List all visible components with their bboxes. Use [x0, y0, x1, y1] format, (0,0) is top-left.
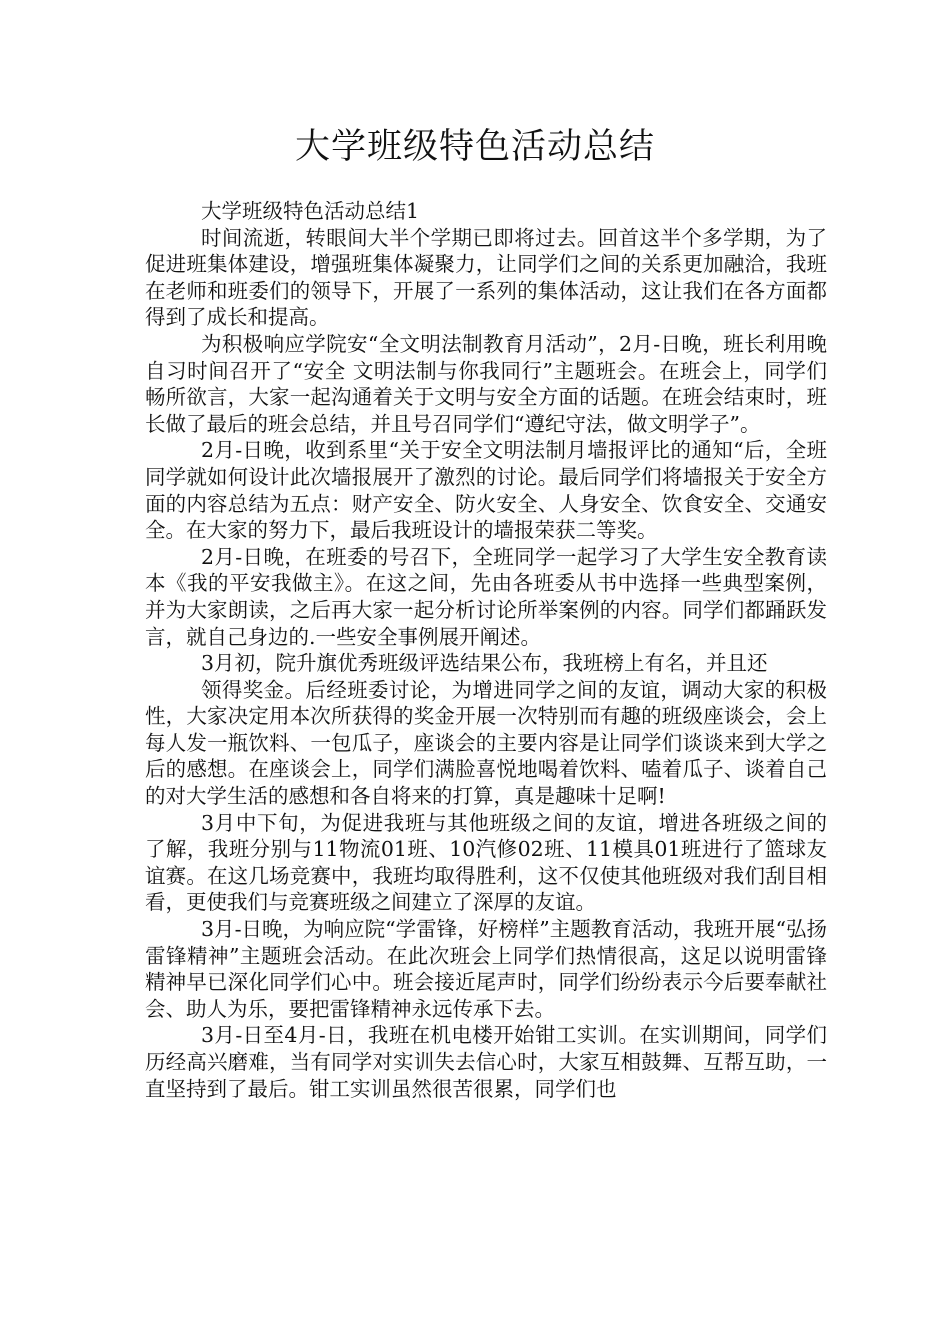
document-body: [145, 198, 827, 1102]
paragraph-basketball: 3月中下旬，为促进我班与其他班级之间的友谊，增进各班级之间的了解，我班分别与11物流01班、10汽修02班、11模具01班进行了篮球友谊赛。在这几场竞赛中，我班均取得胜利，这不仅使其他班级对我们刮目相看，更使我们与竞赛班级之间建立了深厚的友谊。: [145, 810, 827, 915]
paragraph-fitter-training: 3月-日至4月-日，我班在机电楼开始钳工实训。在实训期间，同学们历经高兴磨难，当有同学对实训失去信心时，大家互相鼓舞、互帮互助，一直坚持到了最后。钳工实训虽然很苦很累，同学们也: [145, 1023, 827, 1101]
paragraph-lei-feng: 3月-日晚，为响应院“学雷锋，好榜样”主题教育活动，我班开展“弘扬雷锋精神”主题班会活动。在此次班会上同学们热情很高，这足以说明雷锋精神早已深化同学们心中。班会接近尾声时，同学们纷纷表示今后要奉献社会、助人为乐，要把雷锋精神永远传承下去。: [145, 917, 827, 1021]
paragraph-symposium: 领得奖金。后经班委讨论，为增进同学之间的友谊，调动大家的积极性，大家决定用本次所获得的奖金开展一次特别而有趣的班级座谈会，会上每人发一瓶饮料、一包瓜子，座谈会的主要内容是让同学们谈谈来到大学之后的感想。在座谈会上，同学们满脸喜悦地喝着饮料、嗑着瓜子、谈着自己的对大学生活的感想和各自将来的打算，真是趣味十足啊!: [145, 677, 827, 809]
section-heading: 大学班级特色活动总结1: [201, 199, 420, 223]
paragraph-flag-award: 3月初，院升旗优秀班级评选结果公布，我班榜上有名，并且还: [201, 651, 768, 676]
paragraph-intro: 时间流逝，转眼间大半个学期已即将过去。回首这半个多学期，为了促进班集体建设，增强班集体凝聚力，让同学们之间的关系更加融洽，我班在老师和班委们的领导下，开展了一系列的集体活动，这让我们在各方面都得到了成长和提高。: [145, 225, 827, 330]
document-title: 大学班级特色活动总结: [294, 127, 655, 167]
paragraph-safety-reading: 2月-日晚，在班委的号召下，全班同学一起学习了大学生安全教育读本《我的平安我做主》。在这之间，先由各班委从书中选择一些典型案例，并为大家朗读，之后再大家一起分析讨论所举案例的内容。同学们都踊跃发言，就自己身边的.一些安全事例展开阐述。: [145, 544, 827, 649]
paragraph-wall-poster: 2月-日晚，收到系里“关于安全文明法制月墙报评比的通知“后，全班同学就如何设计此次墙报展开了激烈的讨论。最后同学们将墙报关于安全方面的内容总结为五点：财产安全、防火安全、人身安全、饮食安全、交通安全。在大家的努力下，最后我班设计的墙报荣获二等奖。: [145, 438, 827, 543]
paragraph-class-meeting: 为积极响应学院安“全文明法制教育月活动”，2月-日晚，班长利用晚自习时间召开了“安全 文明法制与你我同行”主题班会。在班会上，同学们畅所欲言，大家一起沟通着关于文明与安全方面的话题。在班会结束时，班长做了最后的班会总结，并且号召同学们“遵纪守法，做文明学子”。: [145, 331, 827, 436]
